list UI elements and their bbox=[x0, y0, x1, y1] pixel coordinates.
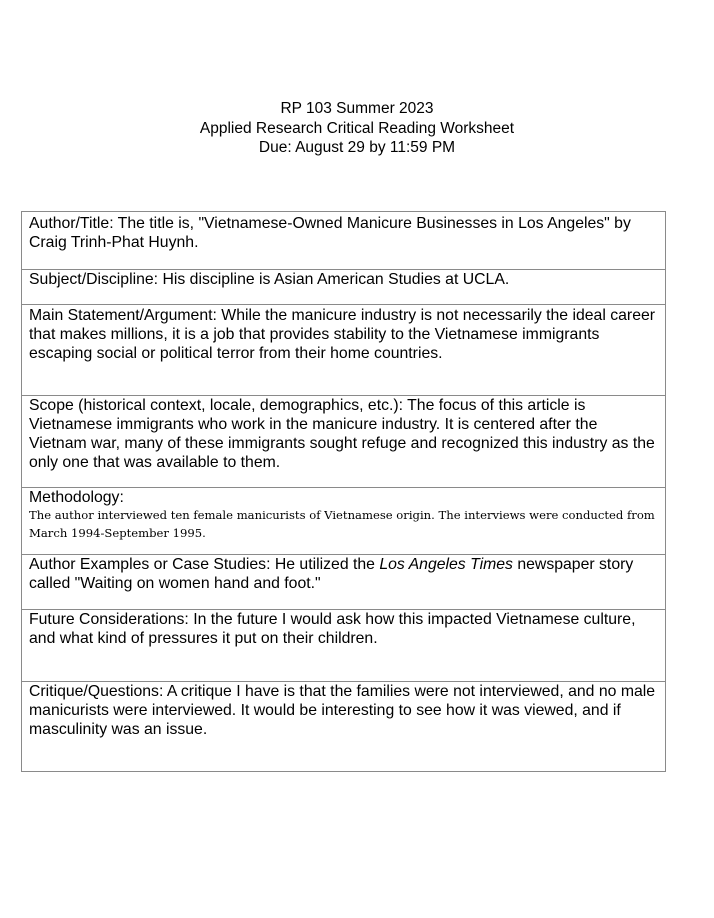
row-subject bbox=[22, 270, 666, 305]
examples-cell bbox=[22, 555, 666, 610]
row-scope bbox=[22, 396, 666, 488]
future-cell: Future Considerations: In the future I would ask how this impacted Vietnamese culture, and what kind of pressures it put on their children. bbox=[22, 610, 666, 682]
methodology-text: The author interviewed ten female manicurists of Vietnamese origin. The interviews were conducted from March 1994-September 1995. bbox=[29, 508, 655, 540]
main-statement-cell: Main Statement/Argument: While the manicure industry is not necessarily the ideal career that makes millions, it is a job that provides stability to the Vietnamese immigrants escaping social or political terror from their home countries. bbox=[22, 305, 666, 396]
subject-cell: Subject/Discipline: His discipline is Asian American Studies at UCLA. bbox=[22, 270, 666, 305]
worksheet-title: Applied Research Critical Reading Worksheet bbox=[199, 119, 515, 137]
examples-source: Los Angeles Times bbox=[379, 556, 513, 573]
worksheet-table bbox=[21, 211, 666, 772]
scope-cell: Scope (historical context, locale, demographics, etc.): The focus of this article is Vietnamese immigrants who work in the manicure industry. It is centered after the Vietnam war, many of these immigrants sought refuge and recognized this industry as the only one that was available to them. bbox=[22, 396, 666, 488]
document-header bbox=[0, 99, 714, 158]
course-title: RP 103 Summer 2023 bbox=[280, 100, 434, 117]
examples-suffix: newspaper story called "Waiting on women hand and foot." bbox=[29, 556, 634, 592]
author-title-cell: Author/Title: The title is, "Vietnamese-Owned Manicure Businesses in Los Angeles" by Craig Trinh-Phat Huynh. bbox=[22, 212, 666, 270]
row-critique bbox=[22, 682, 666, 772]
examples-prefix: Author Examples or Case Studies: He utilized the bbox=[29, 556, 380, 573]
methodology-label: Methodology: bbox=[29, 489, 124, 506]
due-date: Due: August 29 by 11:59 PM bbox=[258, 139, 456, 156]
row-author-title bbox=[22, 212, 666, 270]
methodology-cell bbox=[22, 488, 666, 555]
critique-cell: Critique/Questions: A critique I have is that the families were not interviewed, and no male manicurists were interviewed. It would be interesting to see how it was viewed, and if masculinity was an issue. bbox=[22, 682, 666, 772]
row-future bbox=[22, 610, 666, 682]
row-methodology bbox=[22, 488, 666, 555]
row-examples bbox=[22, 555, 666, 610]
row-main-statement bbox=[22, 305, 666, 396]
